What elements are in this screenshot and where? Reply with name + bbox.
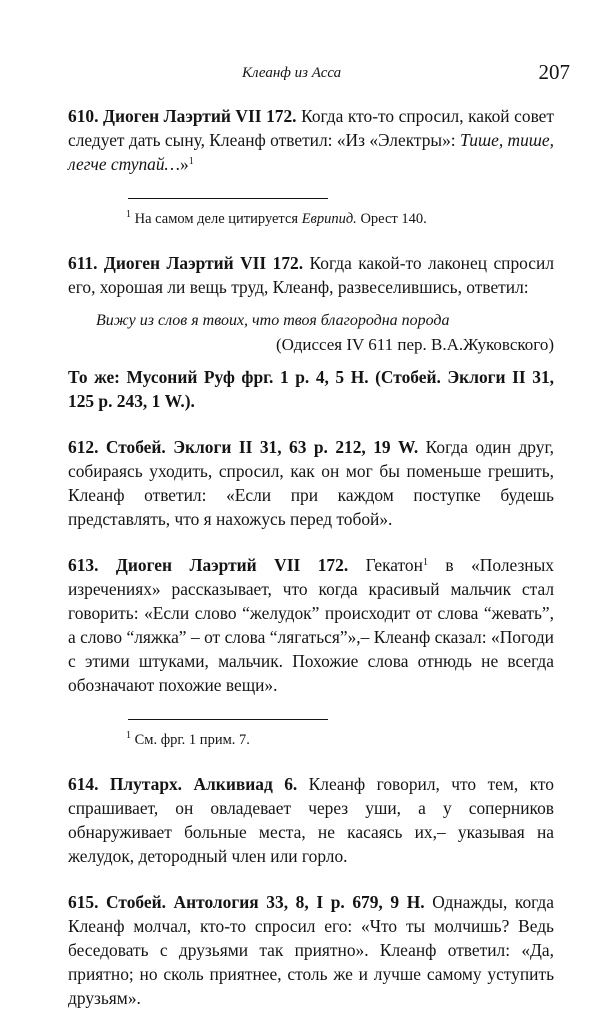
fragment-613-text-end: в «Полезных изречениях» рассказывает, что когда красивый мальчик стал говорить: «Если слово “желудок” происходит от слова “жевать”, а слово “ляжка” – от слова “лягаться”»,– Клеанф сказал: «Погоди с этими штуками, мальчик. Похожие слова отнюдь не всегда обозначают похожие вещи».: [68, 555, 554, 695]
footnote-mark: 1: [126, 209, 131, 220]
fragment-613: [68, 553, 554, 697]
fragment-610-text-end: »: [180, 154, 189, 174]
footnote-ref: 1: [422, 557, 428, 568]
footnote-text-end: Орест 140.: [356, 211, 427, 227]
fragment-610-quote: Тише, тише, легче ступай…: [68, 130, 554, 174]
fragment-614-text: Клеанф говорил, что тем, кто спрашивает, он овладевает через уши, а у соперников обнаруживает больные места, не касаясь их,– указывая на желудок, детородный член или горло.: [68, 774, 554, 866]
page-number: 207: [538, 60, 570, 84]
footnote-ref: 1: [188, 156, 194, 167]
fragment-611-text: Когда какой-то лаконец спросил его, хорошая ли вещь труд, Клеанф, развеселившись, ответил:: [68, 253, 555, 297]
footnote-613: [126, 730, 554, 750]
fragment-610-source: 610. Диоген Лаэртий VII 172.: [68, 106, 297, 126]
fragment-611-parallel: [68, 365, 554, 413]
fragment-611: [68, 251, 554, 299]
footnote-author: Еврипид.: [301, 211, 357, 227]
running-title: Клеанф из Асса: [242, 65, 342, 81]
footnote-text: См. фрг. 1 прим. 7.: [131, 732, 250, 748]
verse-source: (Одиссея IV 611 пер. В.А.Жуковского): [275, 335, 554, 354]
fragment-613-text: Гекатон: [348, 555, 423, 575]
parallel-source: То же: Мусоний Руф фрг. 1 р. 4, 5 Н. (Стобей. Эклоги II 31, 125 р. 243, 1 W.).: [68, 367, 554, 411]
fragment-612-source: 612. Стобей. Эклоги II 31, 63 р. 212, 19 W.: [68, 437, 419, 457]
page-header: [70, 58, 570, 88]
footnote-divider: [128, 198, 328, 199]
verse-quote: Вижу из слов я твоих, что твоя благородна порода: [96, 312, 450, 329]
fragment-610-text: Когда кто-то спросил, какой совет следует дать сыну, Клеанф ответил: «Из «Электры»:: [68, 106, 554, 150]
page-body: [68, 104, 554, 1010]
footnote-divider: [128, 719, 328, 720]
fragment-613-source: 613. Диоген Лаэртий VII 172.: [68, 555, 349, 575]
fragment-614-source: 614. Плутарх. Алкивиад 6.: [68, 774, 298, 794]
fragment-615-source: 615. Стобей. Антология 33, 8, I р. 679, 9 Н.: [68, 892, 425, 912]
footnote-610: [126, 209, 554, 229]
fragment-615-text: Однажды, когда Клеанф молчал, кто-то спросил его: «Что ты молчишь? Ведь беседовать с друзьями так приятно». Клеанф ответил: «Да, приятно; но сколь приятнее, столь же и лучше самому уступить друзьям».: [68, 892, 555, 1008]
fragment-614: [68, 772, 554, 868]
fragment-610: [68, 104, 554, 176]
fragment-615: [68, 890, 554, 1010]
fragment-612-text: Когда один друг, собираясь уходить, спросил, как он мог бы поменьше грешить, Клеанф ответил: «Если при каждом поступке будешь представлять, что я нахожусь перед тобой».: [68, 437, 554, 529]
footnote-mark: 1: [126, 730, 131, 741]
footnote-text: На самом деле цитируется: [131, 211, 302, 227]
fragment-611-source: 611. Диоген Лаэртий VII 172.: [68, 253, 304, 273]
fragment-612: [68, 435, 554, 531]
